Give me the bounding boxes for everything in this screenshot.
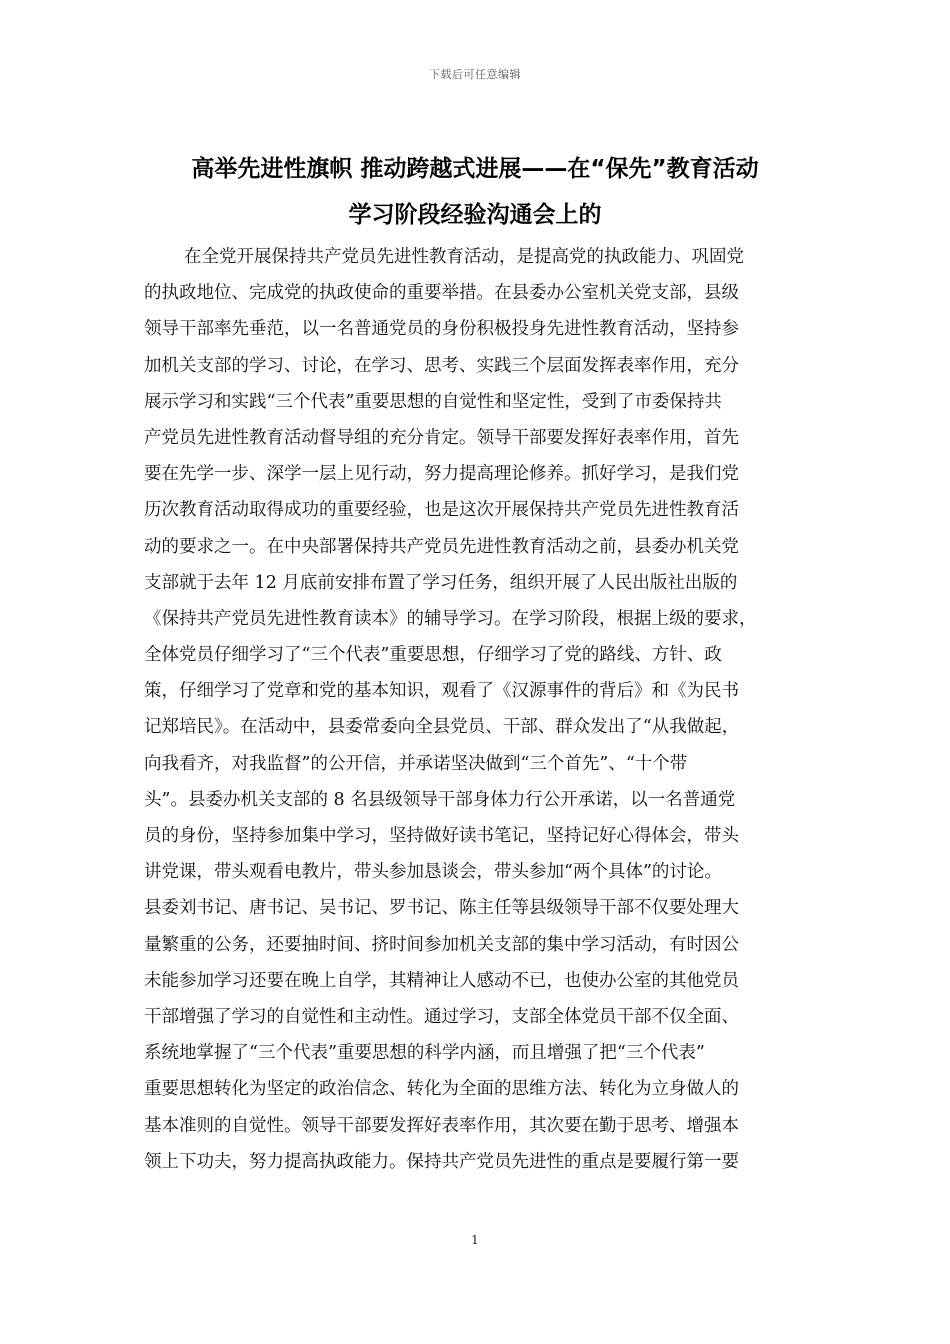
page-number: 1 [471,1233,479,1247]
document-title [100,146,850,238]
page-header-note: 下载后可任意编辑 [429,68,521,81]
body-line: 讲党课，带头观看电教片，带头参加恳谈会，带头参加“两个具体”的讨论。 [144,862,722,883]
body-line: 支部就于去年 12 月底前安排布置了学习任务，组织开展了人民出版社出版的 [144,572,738,593]
body-line: 头”。县委办机关支部的 8 名县级领导干部身体力行公开承诺，以一名普通党 [144,789,736,810]
body-line: 量繁重的公务，还要抽时间、挤时间参加机关支部的集中学习活动，有时因公 [144,934,739,955]
title-line-1: 高举先进性旗帜 推动跨越式进展——在“保先”教育活动 [191,156,759,182]
body-line: 基本准则的自觉性。领导干部要发挥好表率作用，其次要在勤于思考、增强本 [144,1115,739,1136]
body-line: 在全党开展保持共产党员先进性教育活动，是提高党的执政能力、巩固党 [184,247,744,267]
body-line: 领上下功夫，努力提高执政能力。保持共产党员先进性的重点是要履行第一要 [144,1151,739,1172]
body-line: 全体党员仔细学习了“三个代表”重要思想，仔细学习了党的路线、方针、政 [144,645,722,666]
body-line: 县委刘书记、唐书记、吴书记、罗书记、陈主任等县级领导干部不仅要处理大 [144,898,739,919]
body-line: 干部增强了学习的自觉性和主动性。通过学习，支部全体党员干部不仅全面、 [144,1006,739,1027]
body-line: 员的身份，坚持参加集中学习，坚持做好读书笔记，坚持记好心得体会，带头 [144,826,739,846]
body-line: 《保持共产党员先进性教育读本》的辅导学习。在学习阶段，根据上级的要求， [144,608,757,629]
body-line: 的执政地位、完成党的执政使命的重要举措。在县委办公室机关党支部，县级 [144,283,739,304]
body-line: 策，仔细学习了党章和党的基本知识，观看了《汉源事件的背后》和《为民书 [144,681,739,702]
body-line: 重要思想转化为坚定的政治信念、转化为全面的思维方法、转化为立身做人的 [144,1079,739,1100]
body-line: 领导干部率先垂范，以一名普通党员的身份积极投身先进性教育活动，坚持参 [144,319,739,340]
body-line: 加机关支部的学习、讨论，在学习、思考、实践三个层面发挥表率作用，充分 [144,355,739,376]
body-line: 未能参加学习还要在晚上自学，其精神让人感动不已，也使办公室的其他党员 [144,970,739,991]
body-line: 要在先学一步、深学一层上见行动，努力提高理论修养。抓好学习，是我们党 [144,464,739,485]
body-line: 产党员先进性教育活动督导组的充分肯定。领导干部要发挥好表率作用，首先 [144,427,739,448]
body-line: 历次教育活动取得成功的重要经验，也是这次开展保持共产党员先进性教育活 [144,500,739,521]
body-line: 展示学习和实践“三个代表”重要思想的自觉性和坚定性，受到了市委保持共 [144,391,722,412]
document-body [144,239,814,1180]
body-line: 动的要求之一。在中央部署保持共产党员先进性教育活动之前，县委办机关党 [144,536,739,557]
body-line: 系统地掌握了“三个代表”重要思想的科学内涵，而且增强了把“三个代表” [144,1043,705,1064]
body-line: 记郑培民》。在活动中，县委常委向全县党员、干部、群众发出了“从我做起， [144,717,740,738]
body-line: 向我看齐，对我监督”的公开信，并承诺坚决做到“三个首先”、“十个带 [144,753,688,774]
title-line-2: 学习阶段经验沟通会上的 [348,202,602,228]
